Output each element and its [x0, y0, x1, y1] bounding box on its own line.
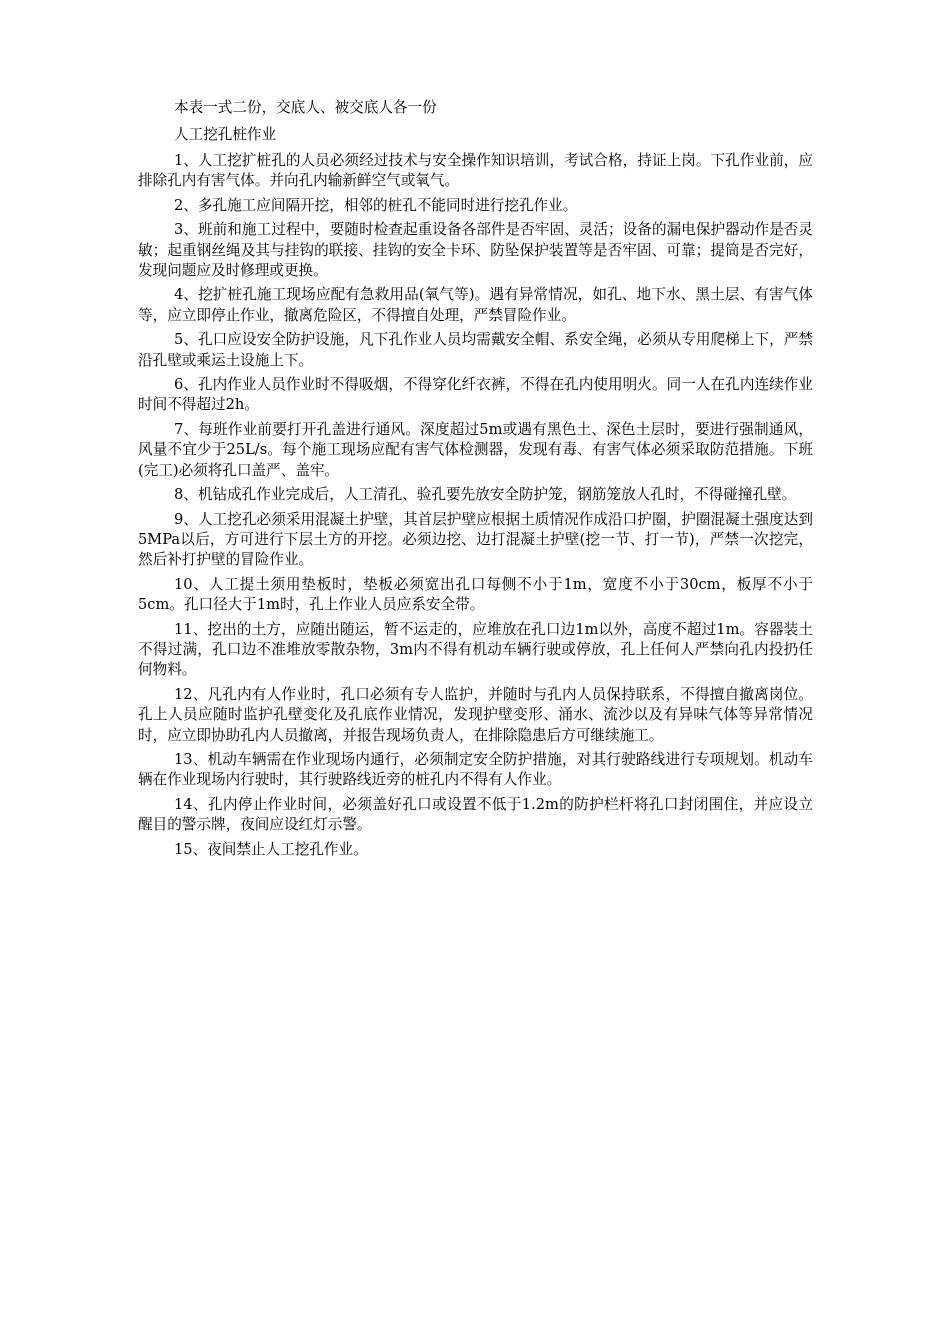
document-body [138, 98, 813, 864]
section-title: 人工挖孔桩作业 [174, 125, 277, 143]
list-item: 14、孔内停止作业时间，必须盖好孔口或设置不低于1.2m的防护栏杆将孔口封闭围住，并应设立醒目的警示牌，夜间应设红灯示警。 [138, 795, 813, 834]
list-item: 4、挖扩桩孔施工现场应配有急救用品(氧气等)。遇有异常情况，如孔、地下水、黑土层、有害气体等，应立即停止作业，撤离危险区，不得擅自处理，严禁冒险作业。 [138, 286, 813, 324]
list-item: 7、每班作业前要打开孔盖进行通风。深度超过5m或遇有黑色土、深色土层时，要进行强制通风，风量不宜少于25L/s。每个施工现场应配有害气体检测器，发现有毒、有害气体必须采取防范措施。下班(完工)必须将孔口盖严、盖牢。 [138, 420, 813, 479]
list-item: 15、夜间禁止人工挖孔作业。 [174, 840, 368, 858]
list-item: 6、孔内作业人员作业时不得吸烟，不得穿化纤衣裤，不得在孔内使用明火。同一人在孔内连续作业时间不得超过2h。 [138, 376, 813, 414]
list-item: 10、人工提土须用垫板时，垫板必须宽出孔口每侧不小于1m，宽度不小于30cm，板厚不小于5cm。孔口径大于1m时，孔上作业人员应系安全带。 [138, 575, 813, 614]
list-item: 13、机动车辆需在作业现场内通行，必须制定安全防护措施，对其行驶路线进行专项规划。机动车辆在作业现场内行驶时，其行驶路线近旁的桩孔内不得有人作业。 [138, 750, 813, 789]
list-item: 9、人工挖孔必须采用混凝土护壁，其首层护壁应根据土质情况作成沿口护圈，护圈混凝土强度达到5MPa以后，方可进行下层土方的开挖。必须边挖、边打混凝土护壁(挖一节、打一节)，严禁一次挖完，然后补打护壁的冒险作业。 [138, 510, 813, 569]
copy-note: 本表一式二份，交底人、被交底人各一份 [174, 99, 437, 116]
list-item: 3、班前和施工过程中，要随时检查起重设备各部件是否牢固、灵活；设备的漏电保护器动作是否灵敏；起重钢丝绳及其与挂钩的联接、挂钩的安全卡环、防坠保护装置等是否牢固、可靠；提筒是否完好，发现问题应及时修理或更换。 [138, 221, 813, 280]
list-item: 8、机钻成孔作业完成后，人工清孔、验孔要先放安全防护笼，钢筋笼放人孔时，不得碰撞孔壁。 [174, 486, 797, 504]
list-item: 1、人工挖扩桩孔的人员必须经过技术与安全操作知识培训，考试合格，持证上岗。下孔作业前，应排除孔内有害气体。并向孔内输新鲜空气或氧气。 [138, 152, 813, 190]
list-item: 5、孔口应设安全防护设施，凡下孔作业人员均需戴安全帽、系安全绳，必须从专用爬梯上下，严禁沿孔壁或乘运土设施上下。 [138, 331, 813, 369]
list-item: 12、凡孔内有人作业时，孔口必须有专人监护，并随时与孔内人员保持联系，不得擅自撤离岗位。孔上人员应随时监护孔壁变化及孔底作业情况，发现护壁变形、涌水、流沙以及有异味气体等异常情况时，应立即协助孔内人员撤离，并报告现场负责人，在排除隐患后方可继续施工。 [138, 685, 813, 744]
list-item: 2、多孔施工应间隔开挖，相邻的桩孔不能同时进行挖孔作业。 [174, 196, 578, 214]
list-item: 11、挖出的土方，应随出随运，暂不运走的，应堆放在孔口边1m以外，高度不超过1m。容器装土不得过满，孔口边不准堆放零散杂物，3m内不得有机动车辆行驶或停放，孔上任何人严禁向孔内投扔任何物料。 [138, 620, 813, 679]
